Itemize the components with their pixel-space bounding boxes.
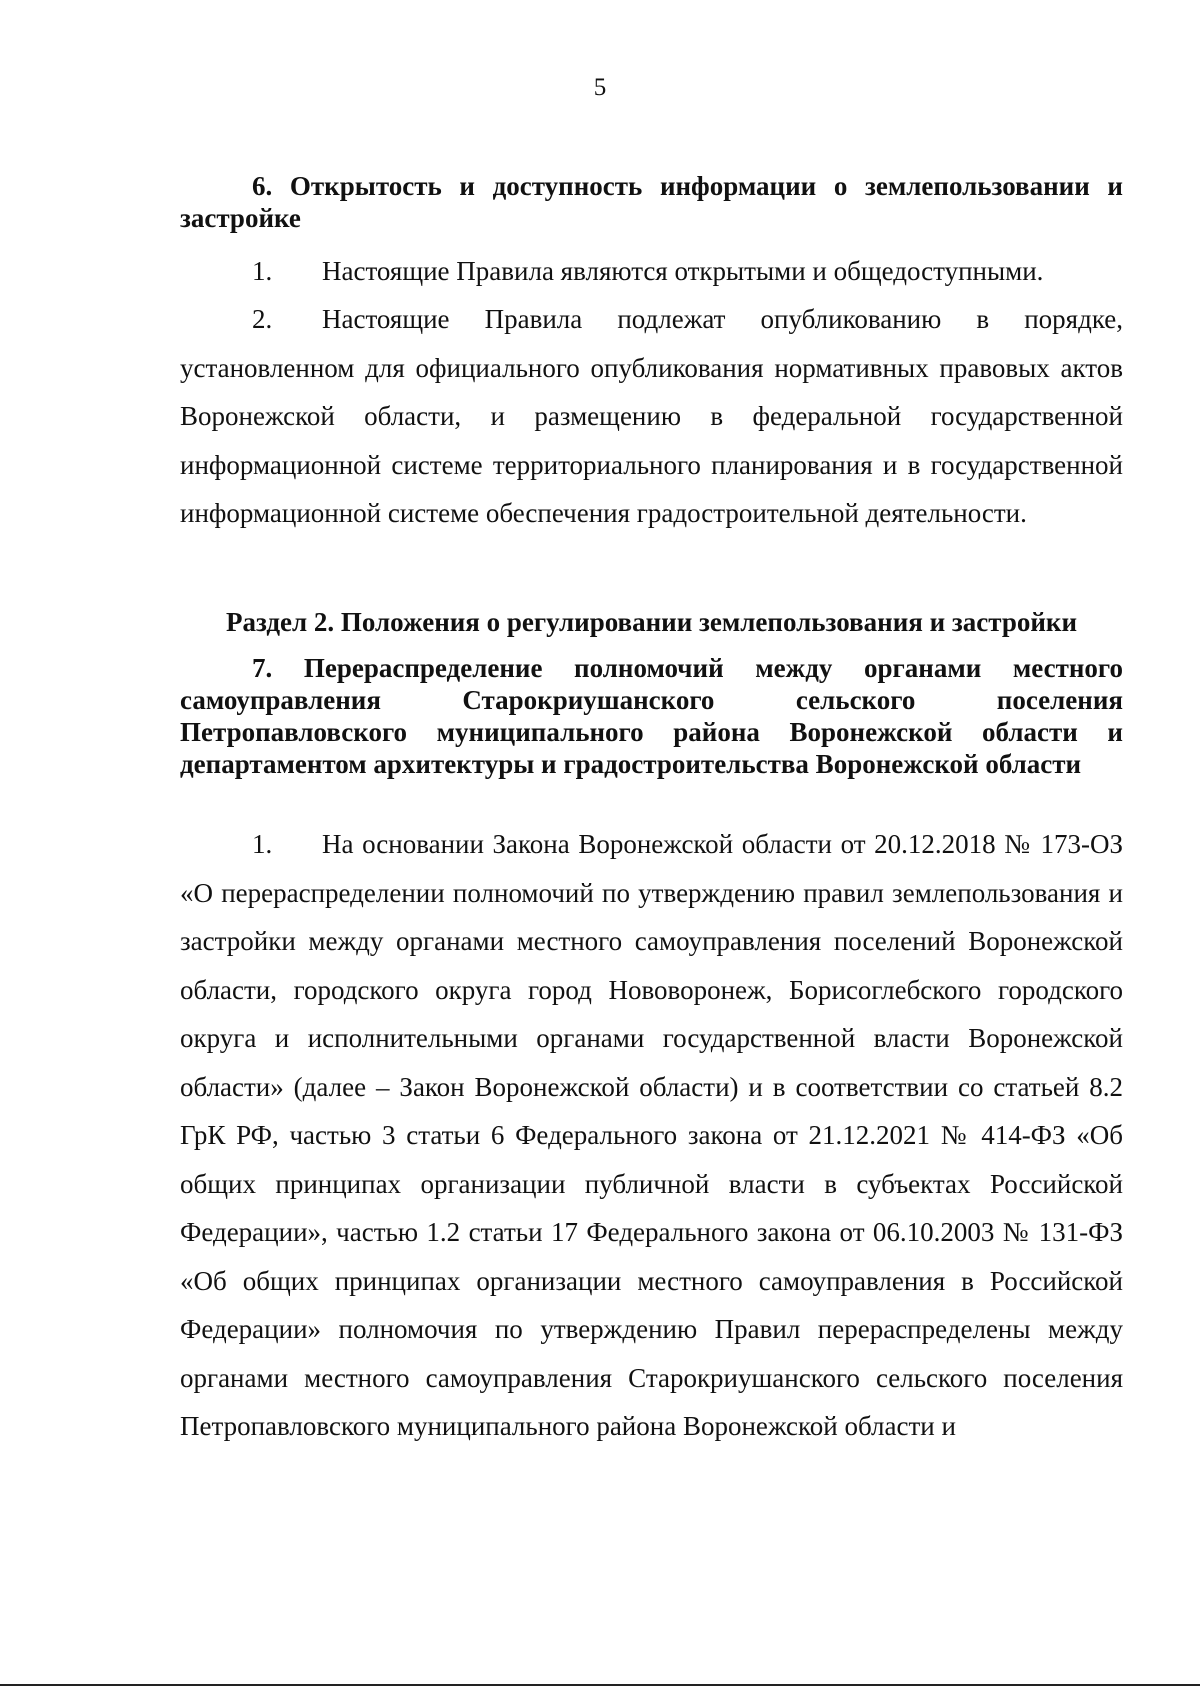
item-number: 1. — [252, 256, 273, 286]
item-text: Настоящие Правила подлежат опубликованию в порядке, установленном для официального опубликования нормативных правовых актов Воронежской области, и размещению в федеральной государственной информационной системе территориального планирования и в государственной информационной системе обеспечения градостроительной деятельности. — [180, 304, 1123, 528]
section-7-item-1 — [180, 820, 1123, 1451]
section-6-item-1 — [180, 247, 1123, 296]
item-text: Настоящие Правила являются открытыми и общедоступными. — [322, 256, 1044, 286]
item-number: 1. — [252, 829, 273, 859]
section-6-item-2 — [180, 295, 1123, 538]
bottom-rule — [0, 1684, 1200, 1686]
item-number: 2. — [252, 304, 273, 334]
section-6-heading: 6. Открытость и доступность информации о землепользовании и застройке — [180, 171, 1123, 233]
section-7-heading: 7. Перераспределение полномочий между органами местного самоуправления Старокриушанского сельского поселения Петропавловского муниципального района Воронежской области и департаментом архитектуры и градостроительства Воронежской области — [180, 653, 1123, 779]
part-2-title: Раздел 2. Положения о регулировании землепользования и застройки — [225, 607, 1078, 637]
page-number: 5 — [593, 74, 607, 101]
item-text: На основании Закона Воронежской области от 20.12.2018 № 173-ОЗ «О перераспределении полномочий по утверждению правил землепользования и застройки между органами местного самоуправления поселений Воронежской области, городского округа город Нововоронеж, Борисоглебского городского округа и исполнительными органами государственной власти Воронежской области» (далее – Закон Воронежской области) и в соответствии со статьей 8.2 ГрК РФ, частью 3 статьи 6 Федерального закона от 21.12.2021 № 414-ФЗ «Об общих принципах организации публичной власти в субъектах Российской Федерации», частью 1.2 статьи 17 Федерального закона от 06.10.2003 № 131-ФЗ «Об общих принципах организации местного самоуправления в Российской Федерации» полномочия по утверждению Правил перераспределены между органами местного самоуправления Старокриушанского сельского поселения Петропавловского муниципального района Воронежской области и — [180, 829, 1123, 1441]
